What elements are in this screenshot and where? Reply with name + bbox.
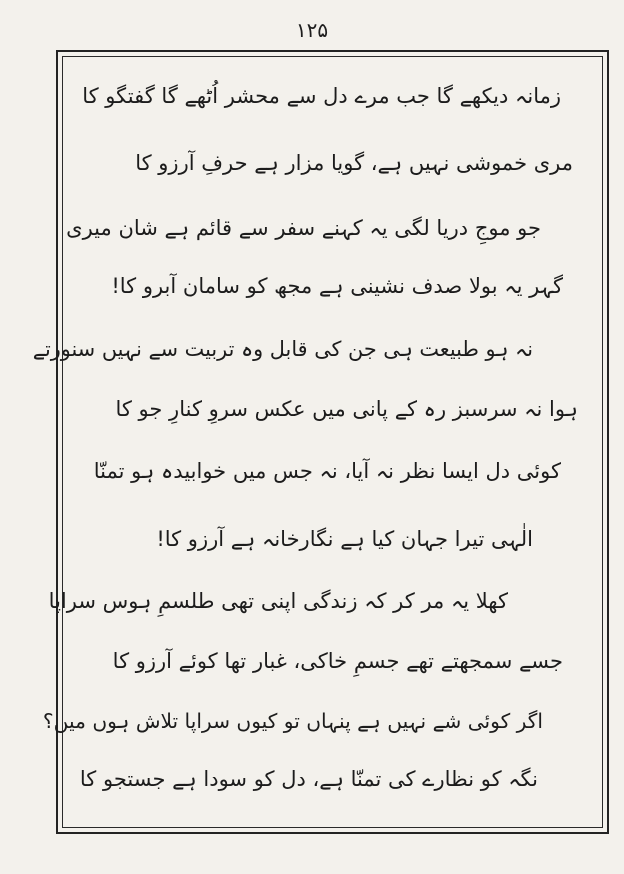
- page-number: ۱۲۵: [295, 18, 329, 42]
- verse-line-7: کوئی دل ایسا نظر نہ آیا، نہ جس میں خوابیدہ ہو تمنّا: [93, 459, 561, 483]
- verse-line-5: نہ ہو طبیعت ہی جن کی قابل وہ تربیت سے نہیں سنورتے: [32, 337, 533, 361]
- verse-line-6: ہوا نہ سرسبز رہ کے پانی میں عکس سروِ کنارِ جو کا: [115, 397, 578, 421]
- verse-line-12: نگہ کو نظارے کی تمنّا ہے، دل کو سودا ہے جستجو کا: [79, 767, 538, 791]
- verse-line-9: کھلا یہ مر کر کہ زندگی اپنی تھی طلسمِ ہوس سراپا: [48, 589, 508, 613]
- verse-line-2: مری خموشی نہیں ہے، گویا مزار ہے حرفِ آرزو کا: [135, 151, 573, 175]
- verse-line-4: گہر یہ بولا صدف نشینی ہے مجھ کو سامان آبرو کا!: [111, 274, 563, 298]
- verse-line-11: اگر کوئی شے نہیں ہے پنہاں تو کیوں سراپا تلاش ہوں میں؟: [42, 709, 543, 733]
- verse-line-8: الٰہی تیرا جہان کیا ہے نگارخانہ ہے آرزو کا!: [156, 527, 533, 551]
- verse-line-3: جو موجِ دریا لگی یہ کہنے سفر سے قائم ہے شان میری: [66, 216, 541, 240]
- verse-block: [32, 56, 603, 828]
- verse-line-1: زمانہ دیکھے گا جب مرے دل سے محشر اُٹھے گا گفتگو کا: [82, 84, 561, 108]
- verse-line-10: جسے سمجھتے تھے جسمِ خاکی، غبار تھا کوئے آرزو کا: [112, 649, 563, 673]
